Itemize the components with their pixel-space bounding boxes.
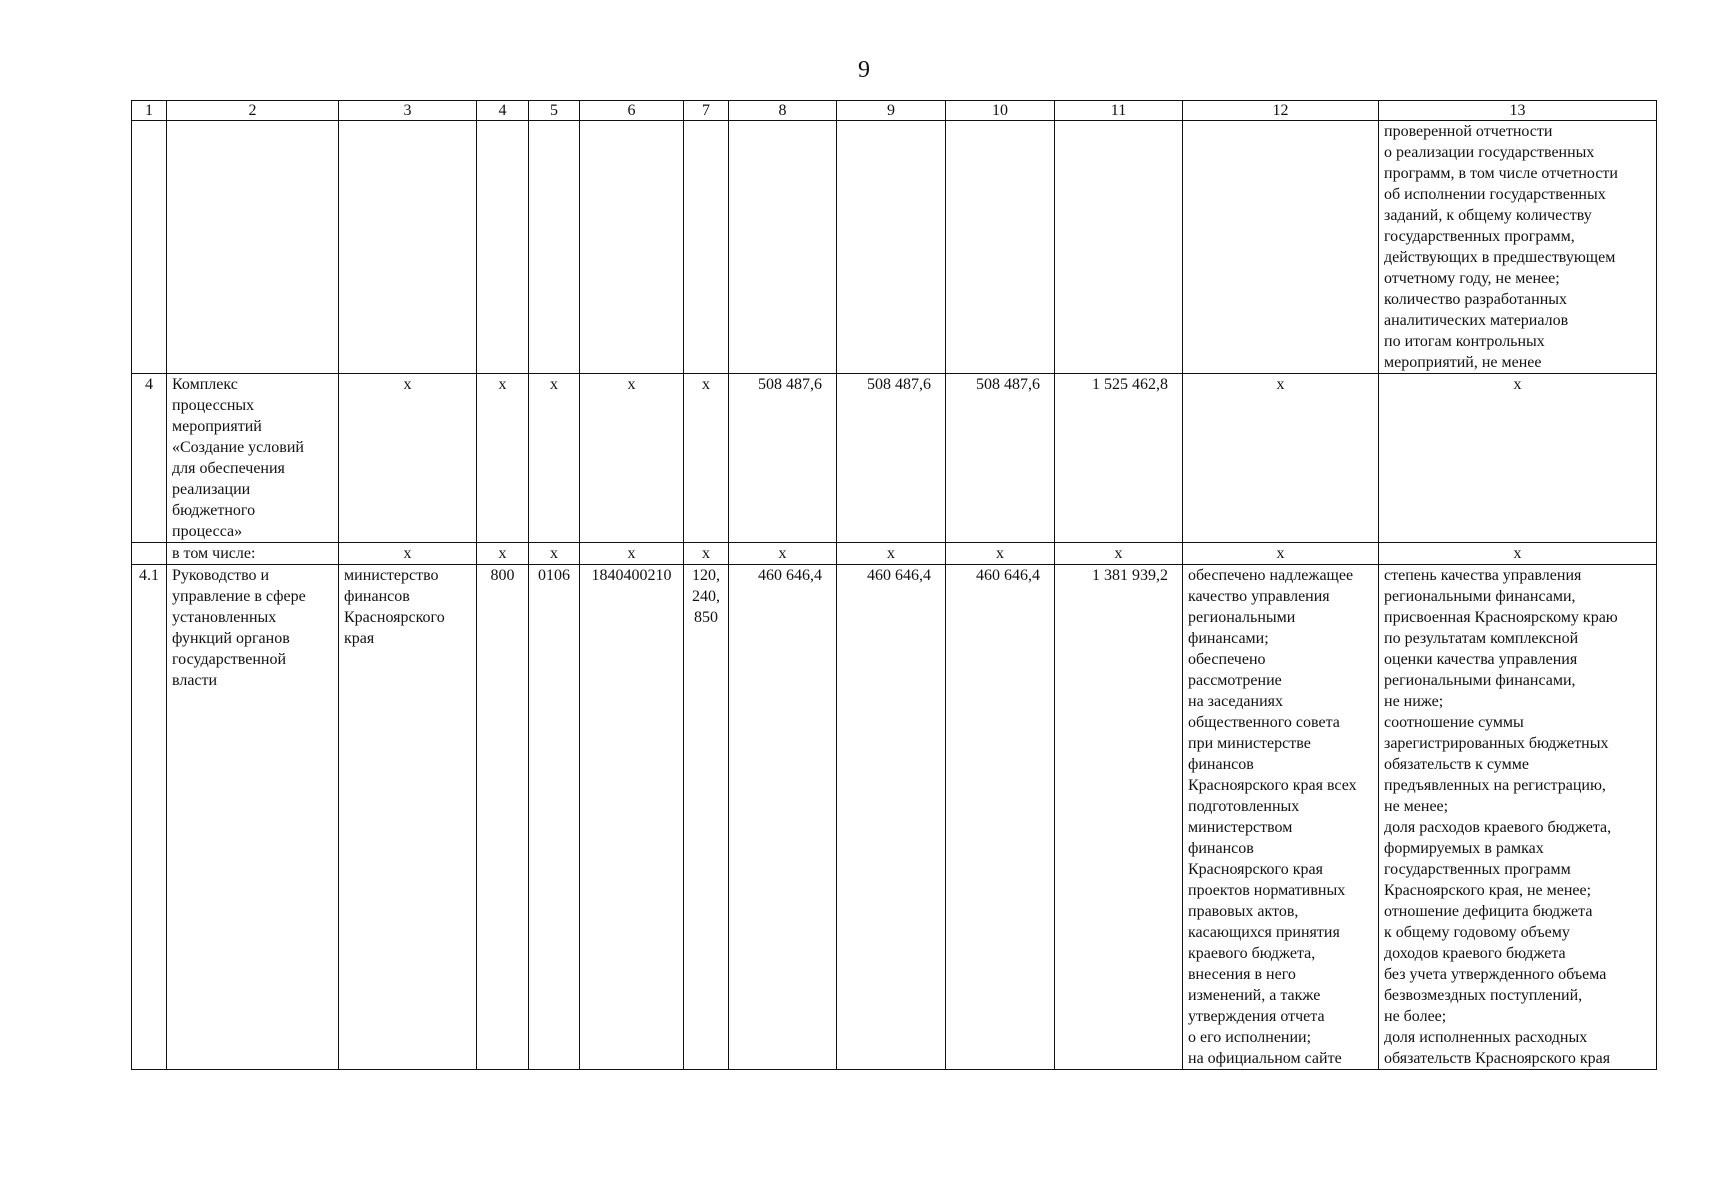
column-header: 2 bbox=[167, 101, 339, 121]
table-row bbox=[132, 565, 1657, 1070]
indicator-cell: степень качества управления региональными финансами, присвоенная Красноярскому краю по результатам комплексной оценки качества управления региональными финансами, не ниже; соотношение суммы зарегистрированных бюджетных обязательств к сумме предъявленных на регистрацию, не менее; доля расходов краевого бюджета, формируемых в рамках государственных программ Красноярского края, не менее; отношение дефицита бюджета к общему годовому объему доходов краевого бюджета без учета утвержденного объема безвозмездных поступлений, не более; доля исполненных расходных обязательств Красноярского края bbox=[1379, 565, 1657, 1070]
table-cell: х bbox=[580, 543, 684, 565]
table-cell bbox=[132, 121, 167, 374]
column-header: 12 bbox=[1183, 101, 1379, 121]
table-cell: х bbox=[1379, 543, 1657, 565]
event-name: в том числе: bbox=[167, 543, 339, 565]
table-cell: х bbox=[339, 543, 477, 565]
column-header: 13 bbox=[1379, 101, 1657, 121]
amount-cell: 1 381 939,2 bbox=[1055, 565, 1183, 1070]
table-cell bbox=[167, 121, 339, 374]
table-cell: х bbox=[529, 543, 580, 565]
expected-result: обеспечено надлежащее качество управления региональными финансами; обеспечено рассмотрение на заседаниях общественного совета при министерстве финансов Красноярского края всех подготовленных министерством финансов Красноярского края проектов нормативных правовых актов, касающихся принятия краевого бюджета, внесения в него изменений, а также утверждения отчета о его исполнении; на официальном сайте bbox=[1183, 565, 1379, 1070]
table-cell bbox=[477, 121, 529, 374]
table-cell: х bbox=[837, 543, 946, 565]
table-cell: х bbox=[684, 374, 729, 543]
column-header: 10 bbox=[946, 101, 1055, 121]
table-row bbox=[132, 121, 1657, 374]
row-number: 4.1 bbox=[132, 565, 167, 1070]
row-number: 4 bbox=[132, 374, 167, 543]
table-cell bbox=[1055, 121, 1183, 374]
column-number-header-row bbox=[132, 101, 1657, 121]
column-header: 4 bbox=[477, 101, 529, 121]
table-cell bbox=[1183, 121, 1379, 374]
amount-cell: 508 487,6 bbox=[837, 374, 946, 543]
table-cell: х bbox=[1379, 374, 1657, 543]
table-cell: х bbox=[477, 374, 529, 543]
table-cell: х bbox=[946, 543, 1055, 565]
table-cell: х bbox=[1183, 543, 1379, 565]
table-cell bbox=[580, 121, 684, 374]
budget-table bbox=[131, 100, 1657, 1070]
table-cell: 120, 240, 850 bbox=[684, 565, 729, 1070]
amount-cell: 508 487,6 bbox=[729, 374, 837, 543]
table-cell bbox=[339, 121, 477, 374]
table-cell: 0106 bbox=[529, 565, 580, 1070]
row-number bbox=[132, 543, 167, 565]
table-cell bbox=[946, 121, 1055, 374]
amount-cell: 508 487,6 bbox=[946, 374, 1055, 543]
table-row bbox=[132, 543, 1657, 565]
table-cell bbox=[529, 121, 580, 374]
table-cell: х bbox=[339, 374, 477, 543]
amount-cell: 460 646,4 bbox=[729, 565, 837, 1070]
event-name: Руководство и управление в сфере установленных функций органов государственной власти bbox=[167, 565, 339, 1070]
page-number: 9 bbox=[858, 57, 870, 83]
table-cell: х bbox=[1183, 374, 1379, 543]
column-header: 1 bbox=[132, 101, 167, 121]
table-cell: х bbox=[729, 543, 837, 565]
column-header: 11 bbox=[1055, 101, 1183, 121]
table-cell: 800 bbox=[477, 565, 529, 1070]
column-header: 9 bbox=[837, 101, 946, 121]
table-cell: х bbox=[477, 543, 529, 565]
amount-cell: 460 646,4 bbox=[837, 565, 946, 1070]
table-cell: 1840400210 bbox=[580, 565, 684, 1070]
table-cell: х bbox=[684, 543, 729, 565]
indicator-cell: проверенной отчетности о реализации государственных программ, в том числе отчетности об исполнении государственных заданий, к общему количеству государственных программ, действующих в предшествующем отчетному году, не менее; количество разработанных аналитических материалов по итогам контрольных мероприятий, не менее bbox=[1379, 121, 1657, 374]
table-cell: х bbox=[1055, 543, 1183, 565]
table-cell: х bbox=[529, 374, 580, 543]
table-cell: х bbox=[580, 374, 684, 543]
table-cell bbox=[837, 121, 946, 374]
table-cell bbox=[729, 121, 837, 374]
table-cell bbox=[684, 121, 729, 374]
column-header: 3 bbox=[339, 101, 477, 121]
event-name: Комплекс процессных мероприятий «Создание условий для обеспечения реализации бюджетного процесса» bbox=[167, 374, 339, 543]
responsible-executor: министерство финансов Красноярского края bbox=[339, 565, 477, 1070]
amount-cell: 460 646,4 bbox=[946, 565, 1055, 1070]
column-header: 6 bbox=[580, 101, 684, 121]
column-header: 8 bbox=[729, 101, 837, 121]
table-row bbox=[132, 374, 1657, 543]
column-header: 5 bbox=[529, 101, 580, 121]
column-header: 7 bbox=[684, 101, 729, 121]
amount-cell: 1 525 462,8 bbox=[1055, 374, 1183, 543]
